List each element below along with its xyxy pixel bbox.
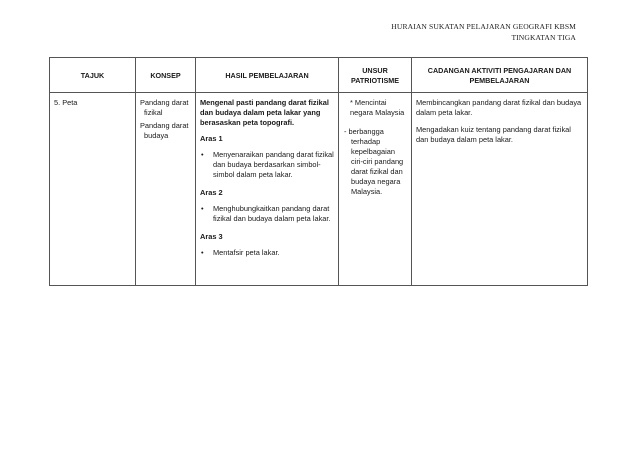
header-subtitle: TINGKATAN TIGA [511,33,576,42]
aras-3-text: Mentafsir peta lakar. [213,248,280,257]
aktiviti-item: Mengadakan kuiz tentang pandang darat fizikal dan budaya dalam peta lakar. [416,125,571,144]
unsur-item: - berbangga terhadap kepelbagaian ciri-ciri pandang darat fizikal dan budaya negara Malaysia. [344,127,404,196]
cell-tajuk [50,93,136,286]
cell-unsur-patriotisme [339,93,412,286]
bullet-icon: • [201,248,204,257]
konsep-item: Pandang darat fizikal [140,98,189,117]
table-header-row [50,58,588,93]
header-title: HURAIAN SUKATAN PELAJARAN GEOGRAFI KBSM [391,22,576,31]
aras-3-item [200,248,334,258]
syllabus-table [49,57,588,286]
konsep-item: Pandang darat budaya [140,121,189,140]
aktiviti-item: Membincangkan pandang darat fizikal dan budaya dalam peta lakar. [416,98,582,117]
bullet-icon: • [201,204,204,213]
table-row [50,93,588,286]
aras-2-item [200,204,334,224]
aras-2-text: Menghubungkaitkan pandang darat fizikal dan budaya dalam peta lakar. [213,204,331,223]
hasil-intro: Mengenal pasti pandang darat fizikal dan budaya dalam peta lakar yang berasaskan peta topografi. [200,98,329,127]
header-tajuk: TAJUK [50,58,136,93]
page-header [316,21,576,43]
cell-hasil-pembelajaran [196,93,339,286]
header-unsur-patriotisme: UNSUR PATRIOTISME [339,58,412,93]
header-cadangan-aktiviti: CADANGAN AKTIVITI PENGAJARAN DAN PEMBELAJARAN [412,58,588,93]
header-konsep: KONSEP [136,58,196,93]
aras-1-title: Aras 1 [200,134,223,143]
tajuk-text: 5. Peta [54,98,78,107]
header-hasil-pembelajaran: HASIL PEMBELAJARAN [196,58,339,93]
cell-konsep [136,93,196,286]
aras-1-text: Menyenaraikan pandang darat fizikal dan budaya berdasarkan simbol-simbol dalam peta lakar. [213,150,334,179]
unsur-item: * Mencintai negara Malaysia [350,98,405,117]
cell-cadangan-aktiviti [412,93,588,286]
aras-1-item [200,150,334,180]
bullet-icon: • [201,150,204,159]
aras-2-title: Aras 2 [200,188,223,197]
aras-3-title: Aras 3 [200,232,223,241]
